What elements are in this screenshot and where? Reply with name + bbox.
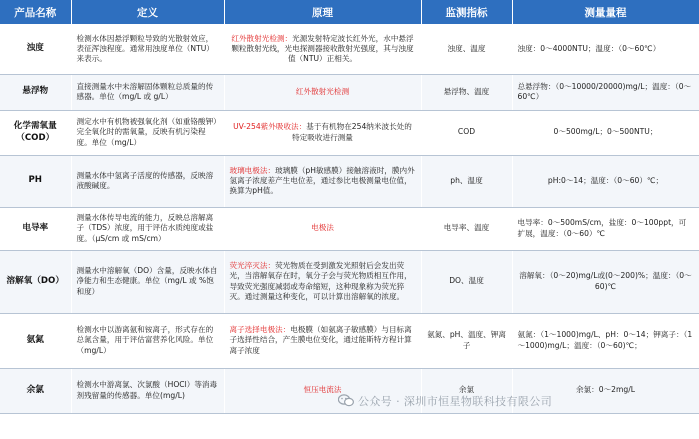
definition-cell: 检测水中以游离氨和铵离子，形式存在的总氮含量，用于评估富营养化风险。单位（mg/L） <box>71 313 224 368</box>
table-row <box>0 250 699 313</box>
principle-text: 玻璃膜（pH敏感膜）接触溶液时，膜内外氢离子浓度差产生电位差，通过参比电极测量电位值，换算为pH值。 <box>229 165 415 195</box>
table-row <box>0 313 699 368</box>
principle-method: UV-254紫外吸收法： <box>233 122 307 132</box>
product-name: 浊度 <box>0 24 71 74</box>
range-cell: pH:0～14；温度：（0～60）℃； <box>512 155 699 207</box>
range-cell: 浊度：0～4000NTU；温度：（0～60℃） <box>512 24 699 74</box>
product-name: 余氯 <box>0 368 71 413</box>
indicator-cell: COD <box>421 110 512 155</box>
header-product-name: 产品名称 <box>0 0 71 24</box>
principle-cell <box>224 110 421 155</box>
principle-method: 电极法 <box>311 223 334 233</box>
range-cell: 电导率：0～500mS/cm，盐度：0～100ppt，可扩展，温度：（0～60）℃ <box>512 207 699 250</box>
principle-cell <box>224 74 421 110</box>
indicator-cell: 浊度、温度 <box>421 24 512 74</box>
product-name: 氨氮 <box>0 313 71 368</box>
principle-method: 离子选择电极法： <box>229 325 291 335</box>
wechat-icon <box>338 394 354 410</box>
definition-cell: 测量水体传导电流的能力，反映总溶解离子（TDS）浓度，用于评估水质纯度或盐度。（μS/cm 或 mS/cm） <box>71 207 224 250</box>
table-header-row <box>0 0 699 24</box>
definition-cell: 直接测量水中未溶解固体颗粒总质量的传感器。单位（mg/L 或 g/L） <box>71 74 224 110</box>
indicator-cell: 悬浮物、温度 <box>421 74 512 110</box>
product-name: 悬浮物 <box>0 74 71 110</box>
principle-cell <box>224 207 421 250</box>
watermark <box>338 393 694 407</box>
header-definition: 定义 <box>71 0 224 24</box>
principle-method: 荧光淬灭法： <box>229 261 276 271</box>
range-cell: 0～500mg/L；0～500NTU； <box>512 110 699 155</box>
header-indicator: 监测指标 <box>421 0 512 24</box>
definition-cell: 检测水体因悬浮颗粒导致的光散射效应，表征浑浊程度。通常用浊度单位（NTU）来表示。 <box>71 24 224 74</box>
principle-text: 荧光物质在受到激发光照射后会发出荧光，当溶解氧存在时，氧分子会与荧光物质相互作用，导致荧光强度减弱或寿命缩短，这种现象称为荧光猝灭。通过测量这种变化，可以计算出溶解氧的浓度。 <box>229 261 412 301</box>
definition-cell: 检测水中游离氯、次氯酸（HOCl）等消毒剂残留量的传感器。单位(mg/L) <box>71 368 224 413</box>
definition-cell: 测定水中有机物被强氧化剂（如重铬酸钾）完全氧化时的需氧量，反映有机污染程度。单位（mg/L） <box>71 110 224 155</box>
principle-text: 电极膜（如氨离子敏感膜）与目标离子选择性结合，产生膜电位变化，通过能斯特方程计算离子浓度 <box>229 325 412 355</box>
indicator-cell: ph、温度 <box>421 155 512 207</box>
indicator-cell: 氨氮、pH、温度、钾离子 <box>421 313 512 368</box>
principle-method: 红外散射光检测： <box>231 33 293 43</box>
table-row <box>0 24 699 74</box>
range-cell: 总悬浮物：（0～10000/20000)mg/L；温度：（0～60℃） <box>512 74 699 110</box>
definition-cell: 测量水体中氢离子活度的传感器，反映溶液酸碱度。 <box>71 155 224 207</box>
range-cell: 氨氮：（1～1000)mg/L、pH：0～14；钾离子：（1～1000)mg/L；温度：（0～60)℃； <box>512 313 699 368</box>
principle-text: 基于有机物在254纳米波长处的特定吸收进行测量 <box>292 122 412 142</box>
principle-method: 玻璃电极法： <box>229 165 276 175</box>
indicator-cell: 余氯 <box>421 368 512 413</box>
principle-cell <box>224 250 421 313</box>
principle-method: 恒压电流法 <box>303 385 342 395</box>
principle-text: 光源发射特定波长红外光，水中悬浮颗粒散射光线，光电探测器接收散射光强度，其与浊度值（NTU）正相关。 <box>231 33 414 63</box>
principle-method: 红外散射光检测 <box>295 86 350 96</box>
principle-cell <box>224 155 421 207</box>
principle-cell <box>224 313 421 368</box>
table-row <box>0 155 699 207</box>
table-row <box>0 110 699 155</box>
watermark-text: 公众号 · 深圳市恒星物联科技有限公司 <box>358 395 553 408</box>
range-cell: 余氯：0～2mg/L <box>512 368 699 413</box>
header-range: 测量量程 <box>512 0 699 24</box>
range-cell: 溶解氧：（0～20)mg/L或(0～200)%；温度：（0～60)℃ <box>512 250 699 313</box>
product-name: 溶解氧（DO） <box>0 250 71 313</box>
product-name: 化学需氧量（COD） <box>0 110 71 155</box>
principle-cell <box>224 24 421 74</box>
header-principle: 原理 <box>224 0 421 24</box>
product-name: PH <box>0 155 71 207</box>
definition-cell: 测量水中溶解氧（DO）含量，反映水体自净能力和生态健康。单位（mg/L 或 %饱和度） <box>71 250 224 313</box>
indicator-cell: DO、温度 <box>421 250 512 313</box>
indicator-cell: 电导率、温度 <box>421 207 512 250</box>
table-row <box>0 207 699 250</box>
product-name: 电导率 <box>0 207 71 250</box>
table-row <box>0 74 699 110</box>
